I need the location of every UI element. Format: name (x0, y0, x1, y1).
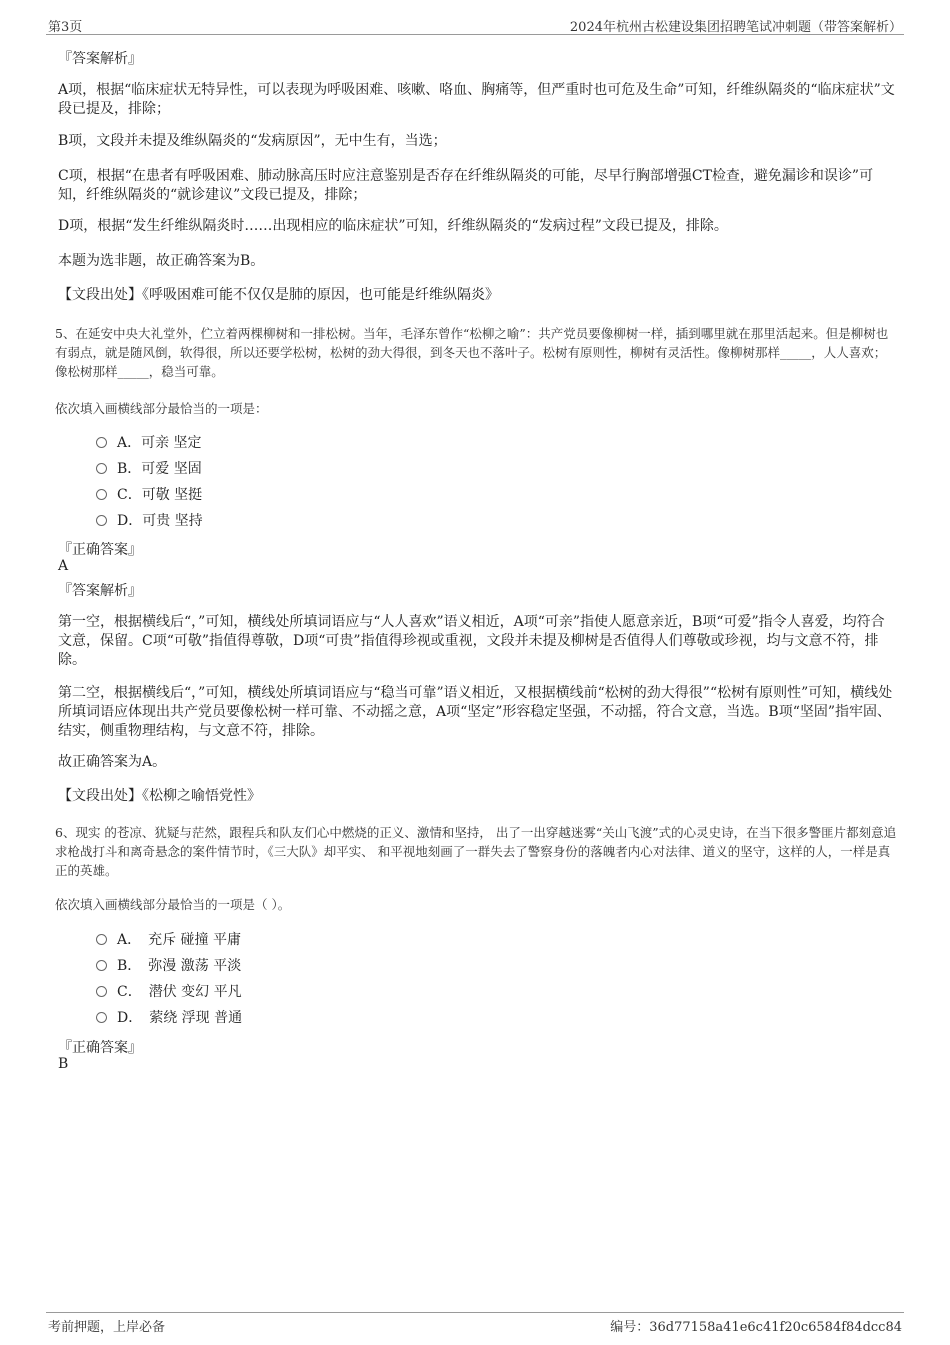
q6-option-c[interactable]: C． 潜伏 变幻 平凡 (96, 982, 242, 1002)
q5-prompt: 依次填入画横线部分最恰当的一项是： (55, 401, 268, 416)
q4-analysis-b: B项，文段并未提及维纵隔炎的“发病原因”，无中生有，当选； (58, 133, 447, 149)
q6-correct-title: 『正确答案』 (58, 1040, 142, 1056)
q6-option-d[interactable]: D． 萦绕 浮现 普通 (96, 1008, 242, 1028)
q5-conclusion: 故正确答案为A。 (58, 754, 167, 770)
radio-icon[interactable] (96, 437, 107, 448)
q5-stem: 5、在延安中央大礼堂外，伫立着两棵柳树和一排松树。当年，毛泽东曾作“松柳之喻”：共产党员要像柳树一样，插到哪里就在那里活起来。但是柳树也有弱点，就是随风倒，软得很，所以还要学松树，松树的劲大得很，到冬天也不落叶子。松树有原则性，柳树有灵活性。像柳树那样_____，人人喜欢；像松树那样_____，稳当可靠。 (55, 326, 889, 379)
q6-option-b[interactable]: B． 弥漫 激荡 平淡 (96, 956, 241, 976)
q5-option-a[interactable]: A．可亲 坚定 (96, 433, 202, 453)
radio-icon[interactable] (96, 515, 107, 526)
q4-analysis-d: D项，根据“发生纤维纵隔炎时……出现相应的临床症状”可知，纤维纵隔炎的“发病过程”文段已提及，排除。 (58, 218, 728, 234)
q5-correct-title: 『正确答案』 (58, 542, 142, 558)
footer-slogan: 考前押题，上岸必备 (48, 1320, 166, 1335)
q6-stem: 6、现实 的苍凉、犹疑与茫然，跟程兵和队友们心中燃烧的正义、激情和坚持， 出了一出穿越迷雾“关山飞渡”式的心灵史诗，在当下很多警匪片都刻意追求枪战打斗和离奇悬念的案件情节时，《三大队》却平实、 和平视地刻画了一群失去了警察身份的落魄者内心对法律、道义的坚守，这样的人，一样是真正的英雄。 (55, 825, 897, 878)
q6-option-a[interactable]: A． 充斥 碰撞 平庸 (96, 930, 241, 950)
radio-icon[interactable] (96, 934, 107, 945)
q5-analysis-title: 『答案解析』 (58, 583, 142, 599)
q5-option-b[interactable]: B．可爱 坚固 (96, 459, 202, 479)
radio-icon[interactable] (96, 1012, 107, 1023)
radio-icon[interactable] (96, 463, 107, 474)
page-header (46, 14, 904, 35)
q5-option-c[interactable]: C．可敬 坚挺 (96, 485, 202, 505)
q4-analysis-a: A项，根据“临床症状无特异性，可以表现为呼吸困难、咳嗽、咯血、胸痛等，但严重时也可危及生命”可知，纤维纵隔炎的“临床症状”文段已提及，排除； (58, 82, 895, 117)
q5-source: 【文段出处】《松柳之喻悟党性》 (58, 788, 261, 804)
q4-analysis-title: 『答案解析』 (58, 51, 142, 67)
q5-option-d[interactable]: D．可贵 坚持 (96, 511, 203, 531)
document-title: 2024年杭州古松建设集团招聘笔试冲刺题（带答案解析） (569, 20, 902, 35)
q4-analysis-c: C项，根据“在患者有呼吸困难、肺动脉高压时应注意鉴别是否存在纤维纵隔炎的可能，尽早行胸部增强CT检查，避免漏诊和误诊”可知，纤维纵隔炎的“就诊建议”文段已提及，排除； (58, 168, 874, 203)
q5-analysis-para1: 第一空，根据横线后“，”可知，横线处所填词语应与“人人喜欢”语义相近，A项“可亲”指使人愿意亲近，B项“可爱”指令人喜爱，均符合文意，保留。C项“可敬”指值得尊敬，D项“可贵”指值得珍视或重视，文段并未提及柳树是否值得人们尊敬或珍视，均与文意不符，排除。 (58, 614, 885, 668)
q5-analysis-para2: 第二空，根据横线后“，”可知，横线处所填词语应与“稳当可靠”语义相近，又根据横线前“松树的劲大得很”“松树有原则性”可知，横线处所填词语应体现出共产党员要像松树一样可靠、不动摇之意，A项“坚定”形容稳定坚强，不动摇，符合文意，当选。B项“坚固”指牢固、结实，侧重物理结构，与文意不符，排除。 (58, 685, 893, 739)
q5-correct-answer: A (58, 558, 69, 574)
radio-icon[interactable] (96, 960, 107, 971)
radio-icon[interactable] (96, 986, 107, 997)
q4-source: 【文段出处】《呼吸困难可能不仅仅是肺的原因，也可能是纤维纵隔炎》 (58, 287, 499, 303)
q4-conclusion: 本题为选非题，故正确答案为B。 (58, 253, 265, 269)
q6-prompt: 依次填入画横线部分最恰当的一项是（ ）。 (55, 897, 291, 912)
page-footer (46, 1312, 904, 1335)
radio-icon[interactable] (96, 489, 107, 500)
q6-correct-answer: B (58, 1056, 69, 1072)
page-number: 第3页 (48, 20, 83, 35)
document-id: 编号：36d77158a41e6c41f20c6584f84dcc84 (610, 1320, 902, 1335)
